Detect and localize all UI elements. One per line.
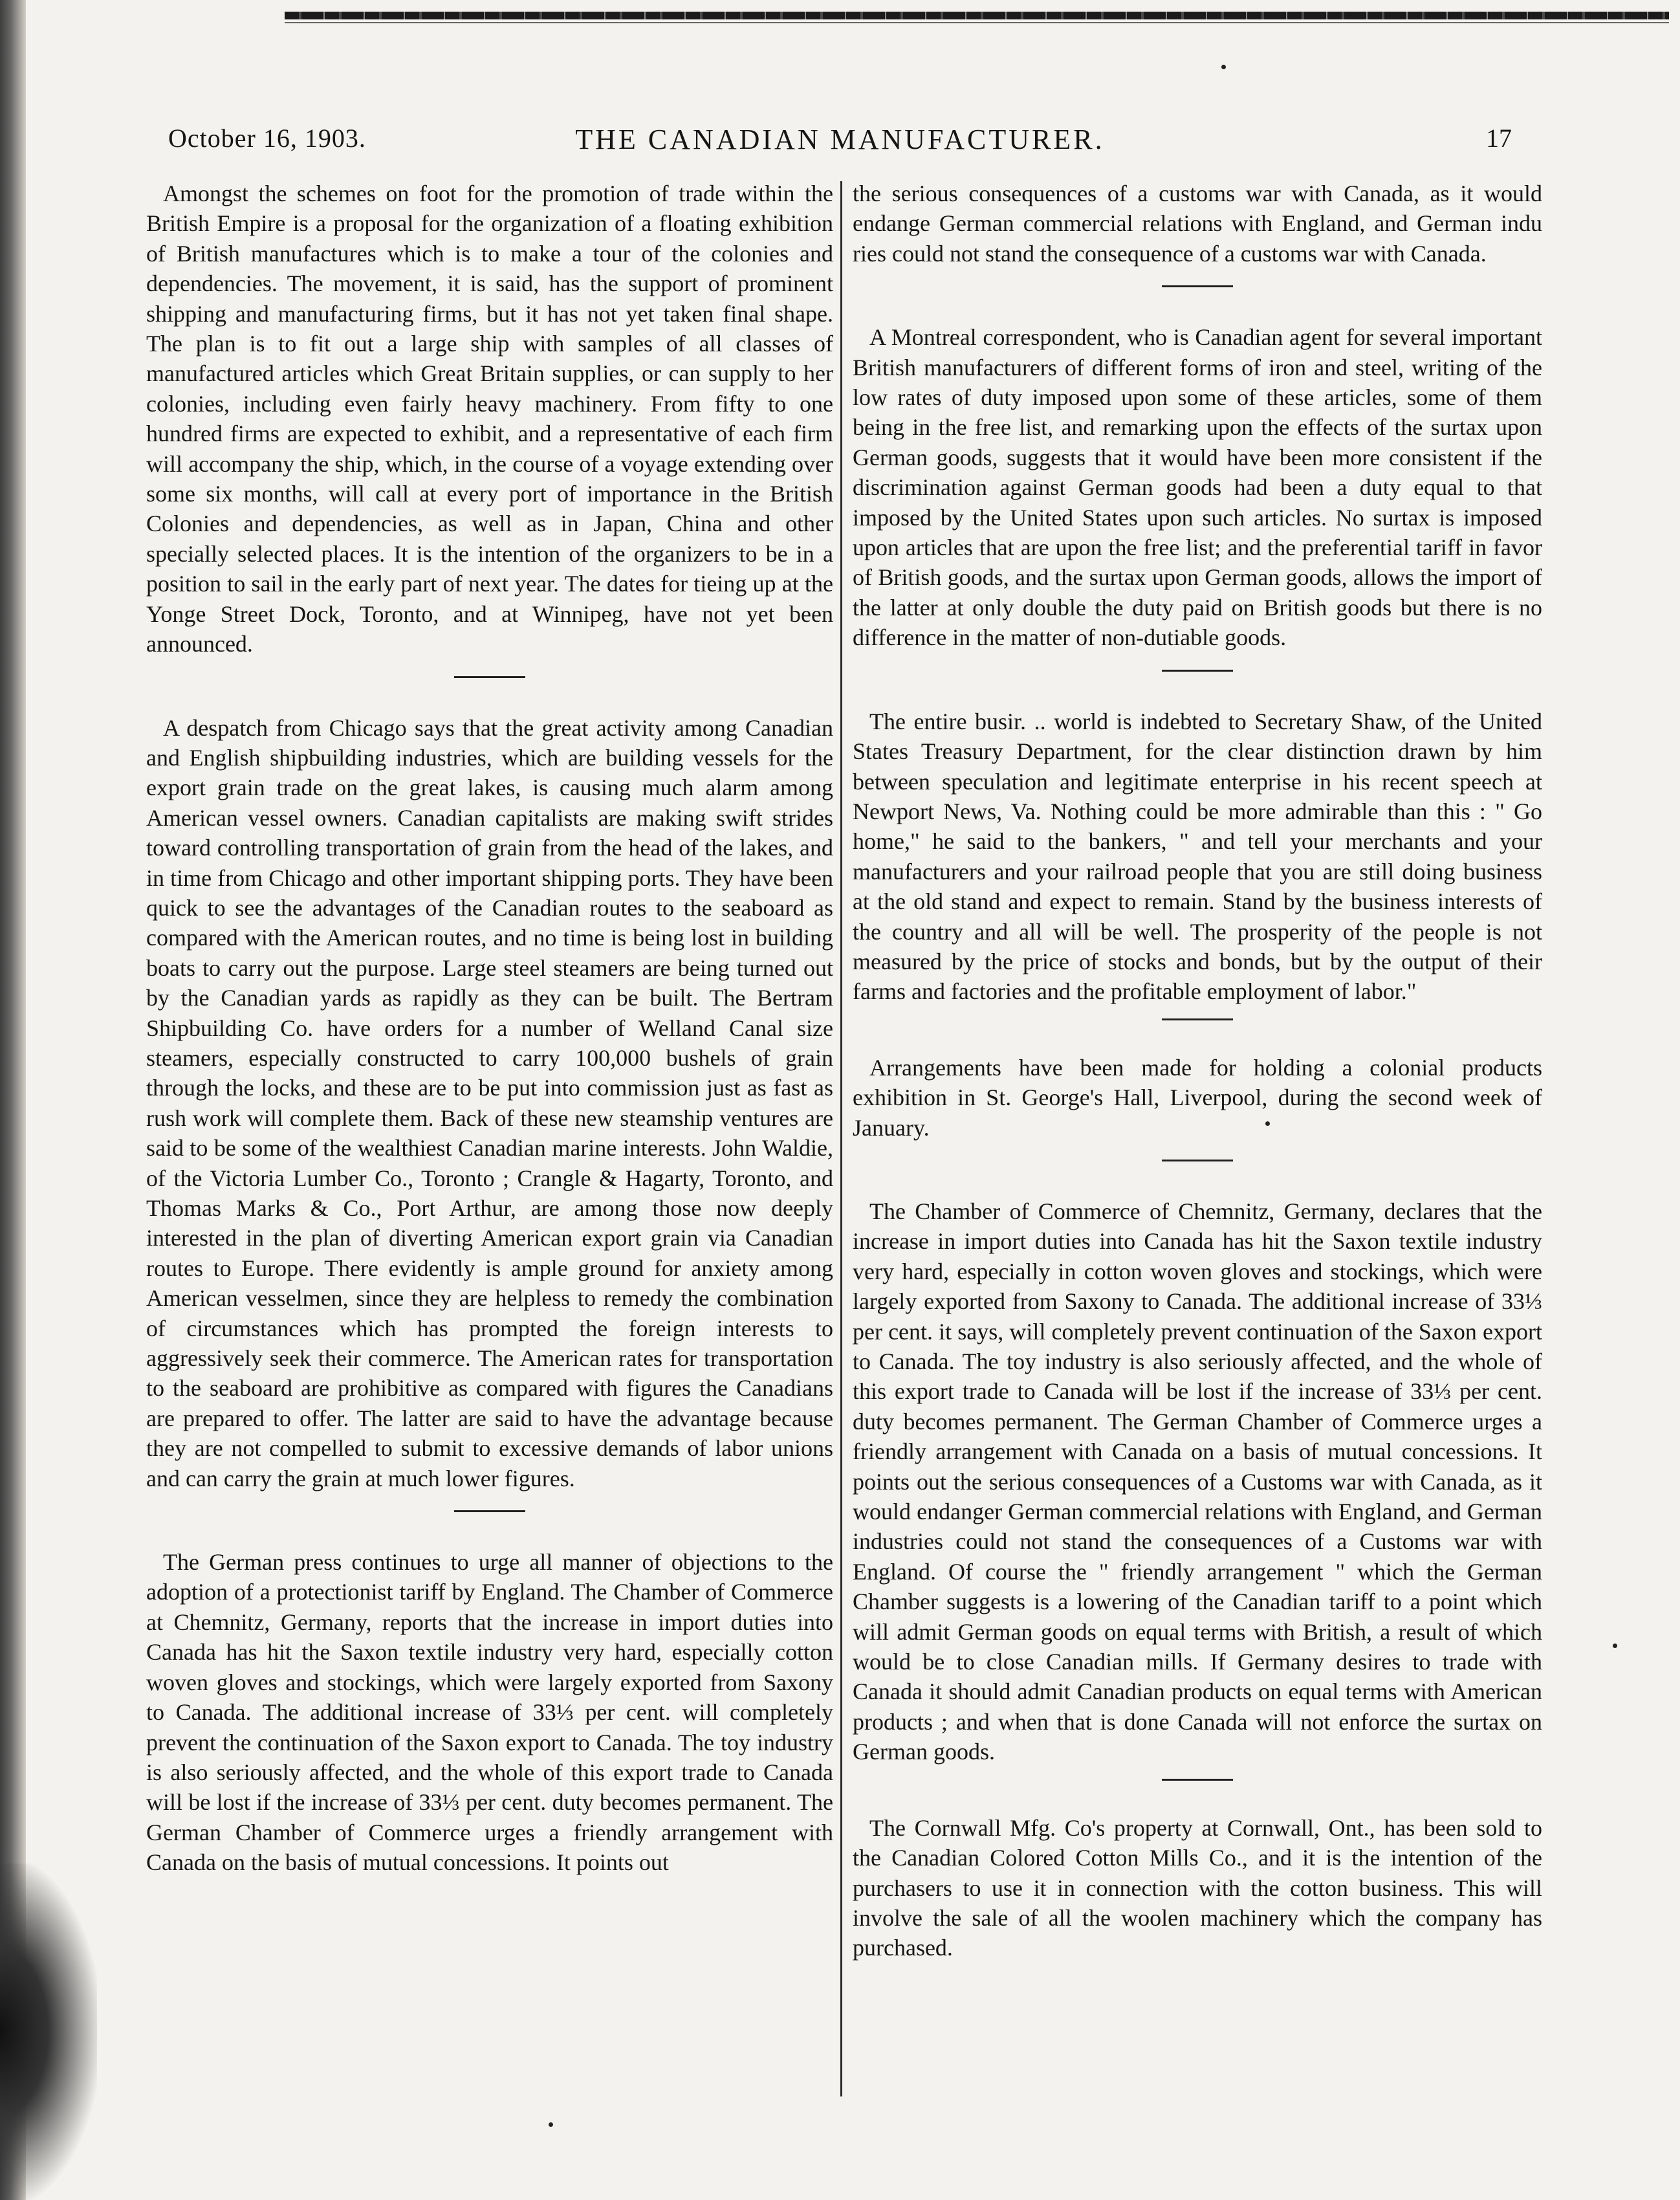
page-header [168, 123, 1512, 168]
top-border-rule [285, 12, 1669, 19]
section-rule [1162, 670, 1233, 672]
left-column [146, 179, 833, 1878]
article-cornwall-mfg: The Cornwall Mfg. Co's property at Cornwall, Ont., has been sold to the Canadian Colored Cotton Mills Co., and it is the intention of the purchasers to use it in connection with the cotton business. This will involve the sale of all the woolen machinery which the company has purchased. [853, 1814, 1542, 1961]
article-german-press: The German press continues to urge all manner of objections to the adoption of a protectionist tariff by England. The Chamber of Commerce at Chemnitz, Germany, reports that the increase in import duties into Canada has hit the Saxon textile industry very hard, especially cotton woven gloves and stockings, which were largely exported from Saxony to Canada. The additional increase of 33⅓ per cent. will completely prevent the continuation of the Saxon export to Canada. The toy industry is also seriously affected, and the whole of this export trade to Canada will be lost if the increase of 33⅓ per cent. duty becomes permanent. The German Chamber of Commerce urges a friendly arrangement with Canada on the basis of mutual concessions. It points out [146, 1549, 833, 1876]
section-rule [454, 1510, 525, 1512]
article-montreal-correspondent: A Montreal correspondent, who is Canadian agent for several important British manufacturers of different forms of iron and steel, writing of the low rates of duty imposed upon some of these articles, some of them being in the free list, and remarking upon the effects of the surtax upon German goods, suggests that it would have been more consistent if the discrimination against German goods had been a duty equal to that imposed by the United States upon such articles. No surtax is imposed upon articles that are upon the free list; and the preferential tariff in favor of British goods, and the surtax upon German goods, allows the import of the latter at only double the duty paid on British goods but there is no difference in the matter of non-dutiable goods. [853, 324, 1542, 651]
scan-speck [1221, 65, 1226, 69]
scan-ink-blot [0, 1864, 97, 2200]
section-rule [1162, 1018, 1233, 1020]
article-floating-exhibition: Amongst the schemes on foot for the promotion of trade within the British Empire is a proposal for the organization of a floating exhibition of British manufactures which is to make a tour of the colonies and dependencies. The movement, it is said, has the support of prominent shipping and manufacturing firms, but it has not yet taken final shape. The plan is to fit out a large ship with samples of all classes of manufactured articles which Great Britain supplies, or can supply to her colonies, including even fairly heavy machinery. From fifty to one hundred firms are expected to exhibit, and a representative of each firm will accompany the ship, which, in the course of a voyage extending over some six months, will call at every port of importance in the British Colonies and dependencies, as well as in Japan, China and other specially selected places. It is the intention of the organizers to be in a position to sail in the early part of next year. The dates for tieing up at the Yonge Street Dock, Toronto, and at Winnipeg, have not yet been announced. [146, 181, 833, 657]
column-divider [840, 181, 842, 2096]
section-rule [1162, 285, 1233, 287]
issue-date: October 16, 1903. [168, 124, 366, 153]
article-german-press-continued: the serious consequences of a customs war with Canada, as it would endange German commercial relations with England, and German indu ries could not stand the consequence of a customs war with Canada. [853, 181, 1542, 267]
article-secretary-shaw: The entire busir. .. world is indebted to Secretary Shaw, of the United States Treasury Department, for the clear distinction drawn by him between speculation and legitimate enterprise in his recent speech at Newport News, Va. Nothing could be more admirable than this : " Go home," he said to the bankers, " and tell your merchants and your manufacturers and your railroad people that you are still doing business at the old stand and expect to remain. Stand by the business interests of the country and all will be well. The prosperity of the people is not measured by the price of stocks and bonds, but by the output of their farms and factories and the profitable employment of labor." [853, 708, 1542, 1005]
section-rule [454, 676, 525, 678]
publication-title: THE CANADIAN MANUFACTURER. [575, 124, 1105, 155]
top-border-hairline [285, 22, 1669, 23]
article-chicago-shipbuilding: A despatch from Chicago says that the great activity among Canadian and English shipbuilding industries, which are building vessels for the export grain trade on the great lakes, is causing much alarm among American vessel owners. Canadian capitalists are making swift strides toward controlling transportation of grain from the head of the lakes, and in time from Chicago and other important shipping ports. They have been quick to see the advantages of the Canadian routes to the seaboard as compared with the American routes, and no time is being lost in building boats to carry out the purpose. Large steel steamers are being turned out by the Canadian yards as rapidly as they can be built. The Bertram Shipbuilding Co. have orders for a number of Welland Canal size steamers, especially constructed to carry 100,000 bushels of grain through the locks, and these are to be put into commission just as fast as rush work will complete them. Back of these new steamship ventures are said to be some of the wealthiest Canadian marine interests. John Waldie, of the Victoria Lumber Co., Toronto ; Crangle & Hagarty, Toronto, and Thomas Marks & Co., Port Arthur, are among those now deeply interested in the plan of diverting American export grain via Canadian routes to Europe. There evidently is ample ground for anxiety among American vesselmen, since they are helpless to remedy the combination of circumstances which has prompted the foreign interests to aggressively seek their commerce. The American rates for transportation to the seaboard are prohibitive as compared with figures the Canadians are prepared to offer. The latter are said to have the advantage because they are not compelled to submit to excessive demands of labor unions and can carry the grain at much lower figures. [146, 714, 833, 1491]
section-rule [1162, 1779, 1233, 1781]
scan-speck [1613, 1644, 1617, 1648]
right-column [853, 179, 1542, 1963]
page-number: 17 [1486, 124, 1512, 153]
scan-speck [549, 2122, 553, 2127]
article-chemnitz-chamber: The Chamber of Commerce of Chemnitz, Germany, declares that the increase in import duties into Canada has hit the Saxon textile industry very hard, especially in cotton woven gloves and stockings, which were largely exported from Saxony to Canada. The additional increase of 33⅓ per cent. it says, will completely prevent continuation of the Saxon export to Canada. The toy industry is also seriously affected, and the whole of this export trade to Canada will be lost if the increase of 33⅓ per cent. duty becomes permanent. The German Chamber of Commerce urges a friendly arrangement with Canada on a basis of mutual concessions. It points out the serious consequences of a Customs war with Canada, as it would endanger German commercial relations with England, and German industries could not stand the consequences of a Customs war with England. Of course the " friendly arrangement " which the German Chamber suggests is a lowering of the Canadian tariff to a point which will admit German goods on equal terms with British, a result of which would be to close Canadian mills. If Germany desires to trade with Canada it should admit Canadian products on equal terms with American products ; and when that is done Canada will not enforce the surtax on German goods. [853, 1198, 1542, 1765]
section-rule [1162, 1160, 1233, 1161]
article-liverpool-exhibition: Arrangements have been made for holding a colonial products exhibition in St. George's Hall, Liverpool, during the second week of January. [853, 1054, 1542, 1141]
